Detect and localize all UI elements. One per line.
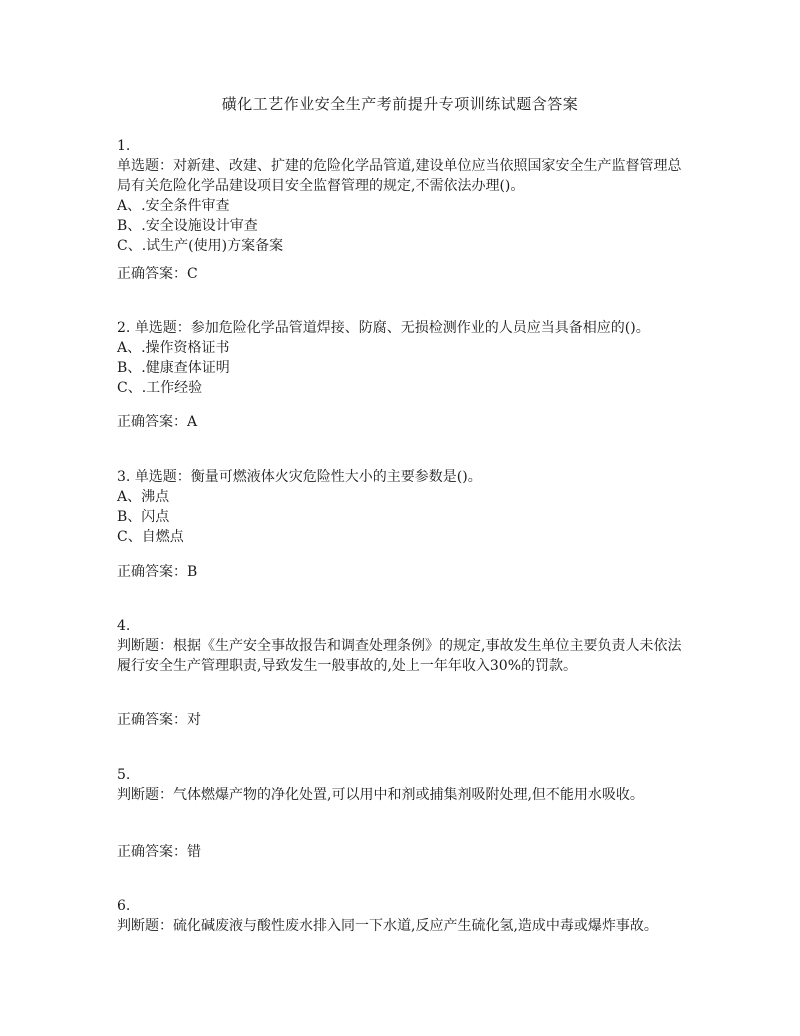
answer-line: 正确答案：对 [117, 712, 201, 728]
question-option: C、.试生产(使用)方案备案 [117, 238, 284, 254]
question-number: 5. [117, 767, 131, 783]
question-number: 4. [117, 618, 131, 634]
question-item [117, 467, 687, 547]
question-stem: 单选题：对新建、改建、扩建的危险化学品管道,建设单位应当依照国家安全生产监督管理总局有关危险化学品建设项目安全监督管理的规定,不需依法办理()。 [117, 158, 682, 194]
question-option: B、.安全设施设计审查 [117, 218, 258, 234]
question-number: 3. [117, 469, 131, 485]
question-option: A、.操作资格证书 [117, 340, 230, 356]
question-option: C、自燃点 [117, 529, 184, 545]
question-stem: 判断题：硫化碱废液与酸性废水排入同一下水道,反应产生硫化氢,造成中毒或爆炸事故。 [117, 918, 658, 934]
answer-line: 正确答案：C [117, 266, 198, 282]
answer-line: 正确答案：A [117, 414, 198, 430]
question-number: 1. [117, 138, 131, 154]
question-number: 6. [117, 898, 131, 914]
document-title: 磺化工艺作业安全生产考前提升专项训练试题含答案 [221, 95, 579, 113]
question-item [117, 616, 687, 676]
question-stem: 判断题：根据《生产安全事故报告和调查处理条例》的规定,事故发生单位主要负责人未依法履行安全生产管理职责,导致发生一般事故的,处上一年年收入30%的罚款。 [117, 638, 682, 674]
question-stem [117, 467, 687, 487]
answer-line: 正确答案：错 [117, 844, 201, 860]
question-number: 2. [117, 320, 131, 336]
question-stem: 判断题：气体燃爆产物的净化处置,可以用中和剂或捕集剂吸附处理,但不能用水吸收。 [117, 787, 644, 803]
question-option: B、.健康查体证明 [117, 360, 230, 376]
question-option: C、.工作经验 [117, 380, 203, 396]
question-option: B、闪点 [117, 509, 170, 525]
question-option: A、沸点 [117, 489, 170, 505]
question-item [117, 136, 687, 256]
question-item [117, 765, 687, 805]
answer-line: 正确答案：B [117, 564, 198, 580]
question-item [117, 318, 687, 398]
question-stem-text: 单选题：参加危险化学品管道焊接、防腐、无损检测作业的人员应当具备相应的()。 [134, 320, 650, 336]
question-item [117, 896, 687, 936]
question-stem-text: 单选题：衡量可燃液体火灾危险性大小的主要参数是()。 [134, 469, 482, 485]
question-stem [117, 318, 687, 338]
question-option: A、.安全条件审查 [117, 198, 230, 214]
